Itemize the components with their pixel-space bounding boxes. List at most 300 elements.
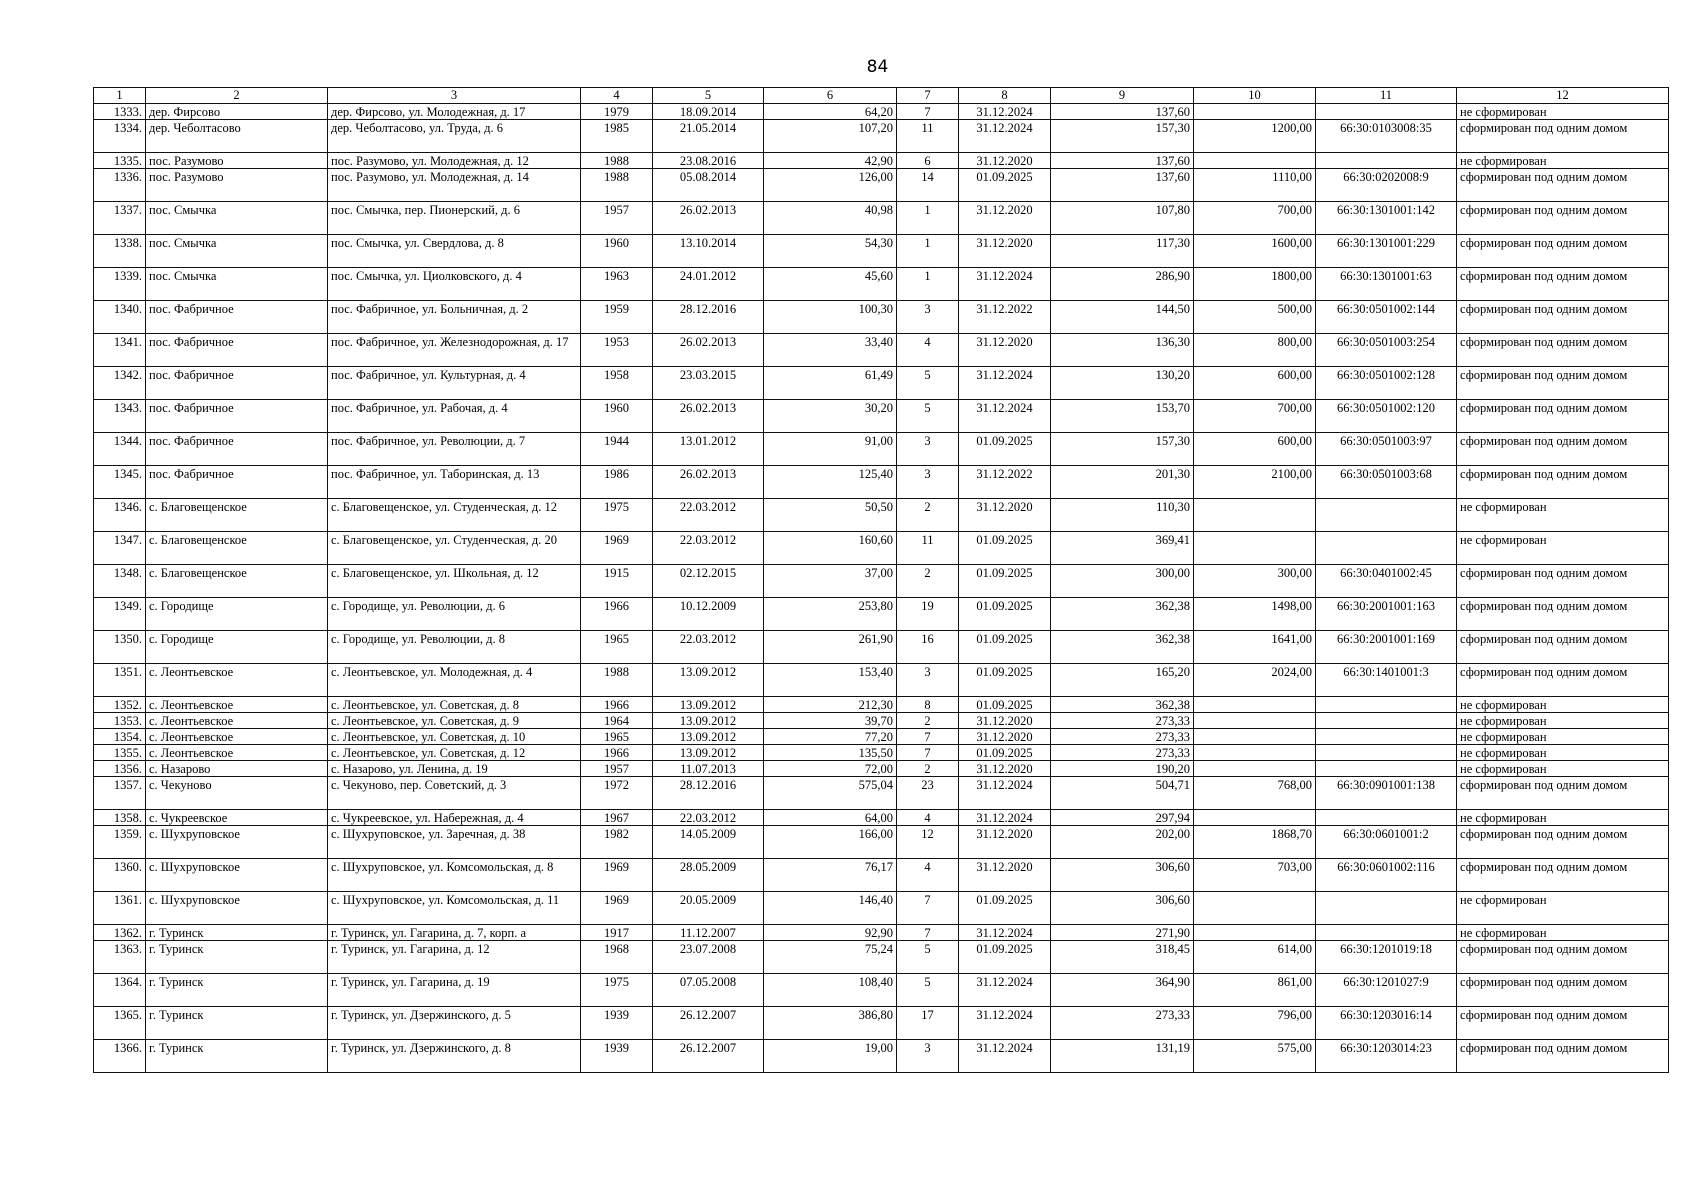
deadline-date: 31.12.2024 bbox=[959, 120, 1051, 153]
table-row bbox=[94, 713, 1669, 729]
land-area bbox=[1194, 729, 1316, 745]
cadastral-number: 66:30:1203014:23 bbox=[1316, 1040, 1457, 1073]
settlement-name: г. Туринск bbox=[146, 925, 328, 941]
land-area bbox=[1194, 532, 1316, 565]
deadline-date: 31.12.2024 bbox=[959, 777, 1051, 810]
residents-count: 19 bbox=[897, 598, 959, 631]
land-plot-status: сформирован под одним домом bbox=[1457, 777, 1669, 810]
land-area: 800,00 bbox=[1194, 334, 1316, 367]
cadastral-number: 66:30:2001001:169 bbox=[1316, 631, 1457, 664]
cadastral-number: 66:30:0501002:144 bbox=[1316, 301, 1457, 334]
table-row bbox=[94, 301, 1669, 334]
survey-date: 22.03.2012 bbox=[653, 532, 764, 565]
cadastral-number: 66:30:0601002:116 bbox=[1316, 859, 1457, 892]
residents-count: 7 bbox=[897, 104, 959, 120]
table-row bbox=[94, 153, 1669, 169]
row-number: 1364. bbox=[94, 974, 146, 1007]
residents-count: 16 bbox=[897, 631, 959, 664]
area: 72,00 bbox=[764, 761, 897, 777]
table-row bbox=[94, 925, 1669, 941]
price-per-sqm: 273,33 bbox=[1051, 1007, 1194, 1040]
survey-date: 22.03.2012 bbox=[653, 631, 764, 664]
address: пос. Фабричное, ул. Рабочая, д. 4 bbox=[328, 400, 581, 433]
address: пос. Фабричное, ул. Больничная, д. 2 bbox=[328, 301, 581, 334]
area: 108,40 bbox=[764, 974, 897, 1007]
table-row bbox=[94, 532, 1669, 565]
land-plot-status: не сформирован bbox=[1457, 892, 1669, 925]
area: 39,70 bbox=[764, 713, 897, 729]
cadastral-number: 66:30:1301001:229 bbox=[1316, 235, 1457, 268]
column-header: 4 bbox=[581, 88, 653, 104]
land-area bbox=[1194, 713, 1316, 729]
cadastral-number bbox=[1316, 925, 1457, 941]
residents-count: 5 bbox=[897, 974, 959, 1007]
column-header: 9 bbox=[1051, 88, 1194, 104]
survey-date: 23.08.2016 bbox=[653, 153, 764, 169]
land-area: 768,00 bbox=[1194, 777, 1316, 810]
settlement-name: пос. Фабричное bbox=[146, 400, 328, 433]
address: г. Туринск, ул. Дзержинского, д. 5 bbox=[328, 1007, 581, 1040]
table-row bbox=[94, 826, 1669, 859]
row-number: 1340. bbox=[94, 301, 146, 334]
cadastral-number bbox=[1316, 810, 1457, 826]
year-built: 1915 bbox=[581, 565, 653, 598]
price-per-sqm: 369,41 bbox=[1051, 532, 1194, 565]
year-built: 1957 bbox=[581, 761, 653, 777]
row-number: 1334. bbox=[94, 120, 146, 153]
cadastral-number: 66:30:0103008:35 bbox=[1316, 120, 1457, 153]
year-built: 1953 bbox=[581, 334, 653, 367]
area: 100,30 bbox=[764, 301, 897, 334]
column-header: 5 bbox=[653, 88, 764, 104]
table-row bbox=[94, 777, 1669, 810]
table-row bbox=[94, 1040, 1669, 1073]
row-number: 1348. bbox=[94, 565, 146, 598]
price-per-sqm: 364,90 bbox=[1051, 974, 1194, 1007]
area: 61,49 bbox=[764, 367, 897, 400]
area: 575,04 bbox=[764, 777, 897, 810]
row-number: 1333. bbox=[94, 104, 146, 120]
address: с. Шухруповское, ул. Комсомольская, д. 11 bbox=[328, 892, 581, 925]
survey-date: 14.05.2009 bbox=[653, 826, 764, 859]
address: с. Благовещенское, ул. Студенческая, д. 12 bbox=[328, 499, 581, 532]
survey-date: 13.09.2012 bbox=[653, 697, 764, 713]
table-row bbox=[94, 664, 1669, 697]
table-row bbox=[94, 104, 1669, 120]
year-built: 1917 bbox=[581, 925, 653, 941]
residents-count: 3 bbox=[897, 1040, 959, 1073]
address: г. Туринск, ул. Гагарина, д. 12 bbox=[328, 941, 581, 974]
table-row bbox=[94, 499, 1669, 532]
survey-date: 11.07.2013 bbox=[653, 761, 764, 777]
price-per-sqm: 144,50 bbox=[1051, 301, 1194, 334]
settlement-name: пос. Фабричное bbox=[146, 367, 328, 400]
settlement-name: с. Благовещенское bbox=[146, 565, 328, 598]
land-plot-status: сформирован под одним домом bbox=[1457, 1007, 1669, 1040]
land-area bbox=[1194, 104, 1316, 120]
land-plot-status: не сформирован bbox=[1457, 104, 1669, 120]
survey-date: 28.12.2016 bbox=[653, 301, 764, 334]
land-plot-status: сформирован под одним домом bbox=[1457, 202, 1669, 235]
deadline-date: 31.12.2024 bbox=[959, 268, 1051, 301]
year-built: 1972 bbox=[581, 777, 653, 810]
price-per-sqm: 362,38 bbox=[1051, 631, 1194, 664]
survey-date: 22.03.2012 bbox=[653, 810, 764, 826]
survey-date: 02.12.2015 bbox=[653, 565, 764, 598]
settlement-name: с. Чекуново bbox=[146, 777, 328, 810]
residents-count: 8 bbox=[897, 697, 959, 713]
column-header: 2 bbox=[146, 88, 328, 104]
land-area: 1641,00 bbox=[1194, 631, 1316, 664]
area: 40,98 bbox=[764, 202, 897, 235]
area: 37,00 bbox=[764, 565, 897, 598]
year-built: 1944 bbox=[581, 433, 653, 466]
area: 212,30 bbox=[764, 697, 897, 713]
address: г. Туринск, ул. Гагарина, д. 7, корп. а bbox=[328, 925, 581, 941]
residents-count: 7 bbox=[897, 745, 959, 761]
land-area bbox=[1194, 697, 1316, 713]
settlement-name: с. Благовещенское bbox=[146, 532, 328, 565]
column-header: 8 bbox=[959, 88, 1051, 104]
row-number: 1356. bbox=[94, 761, 146, 777]
deadline-date: 01.09.2025 bbox=[959, 745, 1051, 761]
deadline-date: 31.12.2024 bbox=[959, 810, 1051, 826]
deadline-date: 31.12.2020 bbox=[959, 235, 1051, 268]
survey-date: 28.12.2016 bbox=[653, 777, 764, 810]
year-built: 1979 bbox=[581, 104, 653, 120]
settlement-name: пос. Фабричное bbox=[146, 301, 328, 334]
year-built: 1988 bbox=[581, 664, 653, 697]
survey-date: 13.01.2012 bbox=[653, 433, 764, 466]
area: 64,20 bbox=[764, 104, 897, 120]
land-area: 700,00 bbox=[1194, 400, 1316, 433]
year-built: 1963 bbox=[581, 268, 653, 301]
price-per-sqm: 504,71 bbox=[1051, 777, 1194, 810]
residents-count: 5 bbox=[897, 400, 959, 433]
table-row bbox=[94, 598, 1669, 631]
deadline-date: 31.12.2020 bbox=[959, 859, 1051, 892]
deadline-date: 01.09.2025 bbox=[959, 941, 1051, 974]
year-built: 1985 bbox=[581, 120, 653, 153]
area: 146,40 bbox=[764, 892, 897, 925]
year-built: 1958 bbox=[581, 367, 653, 400]
year-built: 1968 bbox=[581, 941, 653, 974]
address: дер. Чеболтасово, ул. Труда, д. 6 bbox=[328, 120, 581, 153]
year-built: 1969 bbox=[581, 892, 653, 925]
address: с. Городище, ул. Революции, д. 8 bbox=[328, 631, 581, 664]
table-row bbox=[94, 810, 1669, 826]
address: с. Чукреевское, ул. Набережная, д. 4 bbox=[328, 810, 581, 826]
deadline-date: 01.09.2025 bbox=[959, 631, 1051, 664]
price-per-sqm: 273,33 bbox=[1051, 729, 1194, 745]
land-plot-status: сформирован под одним домом bbox=[1457, 466, 1669, 499]
housing-registry-table bbox=[93, 87, 1669, 1073]
cadastral-number: 66:30:1201027:9 bbox=[1316, 974, 1457, 1007]
land-area: 300,00 bbox=[1194, 565, 1316, 598]
survey-date: 21.05.2014 bbox=[653, 120, 764, 153]
row-number: 1349. bbox=[94, 598, 146, 631]
residents-count: 3 bbox=[897, 301, 959, 334]
settlement-name: пос. Смычка bbox=[146, 202, 328, 235]
land-plot-status: не сформирован bbox=[1457, 153, 1669, 169]
settlement-name: с. Шухруповское bbox=[146, 826, 328, 859]
survey-date: 13.10.2014 bbox=[653, 235, 764, 268]
area: 92,90 bbox=[764, 925, 897, 941]
land-plot-status: сформирован под одним домом bbox=[1457, 169, 1669, 202]
residents-count: 2 bbox=[897, 499, 959, 532]
residents-count: 3 bbox=[897, 466, 959, 499]
residents-count: 5 bbox=[897, 941, 959, 974]
area: 386,80 bbox=[764, 1007, 897, 1040]
land-plot-status: сформирован под одним домом bbox=[1457, 565, 1669, 598]
residents-count: 2 bbox=[897, 565, 959, 598]
table-row bbox=[94, 120, 1669, 153]
year-built: 1967 bbox=[581, 810, 653, 826]
deadline-date: 31.12.2024 bbox=[959, 367, 1051, 400]
price-per-sqm: 306,60 bbox=[1051, 892, 1194, 925]
address: с. Леонтьевское, ул. Советская, д. 9 bbox=[328, 713, 581, 729]
area: 30,20 bbox=[764, 400, 897, 433]
deadline-date: 01.09.2025 bbox=[959, 433, 1051, 466]
land-area: 600,00 bbox=[1194, 367, 1316, 400]
area: 261,90 bbox=[764, 631, 897, 664]
row-number: 1342. bbox=[94, 367, 146, 400]
land-area: 500,00 bbox=[1194, 301, 1316, 334]
survey-date: 24.01.2012 bbox=[653, 268, 764, 301]
year-built: 1982 bbox=[581, 826, 653, 859]
cadastral-number: 66:30:0202008:9 bbox=[1316, 169, 1457, 202]
cadastral-number bbox=[1316, 761, 1457, 777]
area: 77,20 bbox=[764, 729, 897, 745]
land-plot-status: сформирован под одним домом bbox=[1457, 859, 1669, 892]
settlement-name: пос. Разумово bbox=[146, 153, 328, 169]
residents-count: 14 bbox=[897, 169, 959, 202]
table-row bbox=[94, 729, 1669, 745]
cadastral-number bbox=[1316, 697, 1457, 713]
price-per-sqm: 273,33 bbox=[1051, 745, 1194, 761]
address: пос. Фабричное, ул. Железнодорожная, д. 17 bbox=[328, 334, 581, 367]
price-per-sqm: 306,60 bbox=[1051, 859, 1194, 892]
cadastral-number: 66:30:0401002:45 bbox=[1316, 565, 1457, 598]
column-header: 1 bbox=[94, 88, 146, 104]
cadastral-number: 66:30:0501003:254 bbox=[1316, 334, 1457, 367]
column-header: 11 bbox=[1316, 88, 1457, 104]
price-per-sqm: 110,30 bbox=[1051, 499, 1194, 532]
residents-count: 11 bbox=[897, 120, 959, 153]
deadline-date: 31.12.2022 bbox=[959, 301, 1051, 334]
survey-date: 13.09.2012 bbox=[653, 664, 764, 697]
cadastral-number: 66:30:1301001:142 bbox=[1316, 202, 1457, 235]
row-number: 1353. bbox=[94, 713, 146, 729]
survey-date: 26.12.2007 bbox=[653, 1007, 764, 1040]
settlement-name: пос. Разумово bbox=[146, 169, 328, 202]
year-built: 1960 bbox=[581, 235, 653, 268]
deadline-date: 31.12.2024 bbox=[959, 1040, 1051, 1073]
residents-count: 3 bbox=[897, 664, 959, 697]
settlement-name: с. Леонтьевское bbox=[146, 745, 328, 761]
row-number: 1346. bbox=[94, 499, 146, 532]
year-built: 1969 bbox=[581, 859, 653, 892]
area: 76,17 bbox=[764, 859, 897, 892]
land-area bbox=[1194, 499, 1316, 532]
table-row bbox=[94, 697, 1669, 713]
table-row bbox=[94, 761, 1669, 777]
page-number: 84 bbox=[866, 57, 889, 77]
row-number: 1360. bbox=[94, 859, 146, 892]
row-number: 1335. bbox=[94, 153, 146, 169]
survey-date: 22.03.2012 bbox=[653, 499, 764, 532]
land-plot-status: сформирован под одним домом bbox=[1457, 974, 1669, 1007]
row-number: 1341. bbox=[94, 334, 146, 367]
year-built: 1966 bbox=[581, 745, 653, 761]
settlement-name: пос. Смычка bbox=[146, 235, 328, 268]
area: 126,00 bbox=[764, 169, 897, 202]
deadline-date: 31.12.2020 bbox=[959, 713, 1051, 729]
area: 45,60 bbox=[764, 268, 897, 301]
row-number: 1336. bbox=[94, 169, 146, 202]
address: пос. Фабричное, ул. Культурная, д. 4 bbox=[328, 367, 581, 400]
deadline-date: 31.12.2020 bbox=[959, 826, 1051, 859]
land-plot-status: не сформирован bbox=[1457, 697, 1669, 713]
row-number: 1365. bbox=[94, 1007, 146, 1040]
address: с. Благовещенское, ул. Школьная, д. 12 bbox=[328, 565, 581, 598]
cadastral-number: 66:30:0501002:120 bbox=[1316, 400, 1457, 433]
address: пос. Разумово, ул. Молодежная, д. 14 bbox=[328, 169, 581, 202]
year-built: 1966 bbox=[581, 697, 653, 713]
address: пос. Фабричное, ул. Революции, д. 7 bbox=[328, 433, 581, 466]
table-row bbox=[94, 466, 1669, 499]
settlement-name: дер. Фирсово bbox=[146, 104, 328, 120]
year-built: 1964 bbox=[581, 713, 653, 729]
year-built: 1965 bbox=[581, 729, 653, 745]
survey-date: 28.05.2009 bbox=[653, 859, 764, 892]
column-header: 3 bbox=[328, 88, 581, 104]
residents-count: 12 bbox=[897, 826, 959, 859]
address: дер. Фирсово, ул. Молодежная, д. 17 bbox=[328, 104, 581, 120]
land-plot-status: сформирован под одним домом bbox=[1457, 941, 1669, 974]
land-area bbox=[1194, 810, 1316, 826]
land-plot-status: не сформирован bbox=[1457, 499, 1669, 532]
residents-count: 17 bbox=[897, 1007, 959, 1040]
area: 125,40 bbox=[764, 466, 897, 499]
deadline-date: 31.12.2020 bbox=[959, 202, 1051, 235]
settlement-name: г. Туринск bbox=[146, 1040, 328, 1073]
deadline-date: 31.12.2024 bbox=[959, 400, 1051, 433]
year-built: 1939 bbox=[581, 1040, 653, 1073]
land-plot-status: не сформирован bbox=[1457, 761, 1669, 777]
year-built: 1969 bbox=[581, 532, 653, 565]
row-number: 1355. bbox=[94, 745, 146, 761]
survey-date: 26.02.2013 bbox=[653, 334, 764, 367]
column-header: 6 bbox=[764, 88, 897, 104]
residents-count: 2 bbox=[897, 713, 959, 729]
price-per-sqm: 362,38 bbox=[1051, 598, 1194, 631]
survey-date: 11.12.2007 bbox=[653, 925, 764, 941]
cadastral-number: 66:30:0501003:97 bbox=[1316, 433, 1457, 466]
area: 75,24 bbox=[764, 941, 897, 974]
cadastral-number: 66:30:1201019:18 bbox=[1316, 941, 1457, 974]
row-number: 1339. bbox=[94, 268, 146, 301]
price-per-sqm: 201,30 bbox=[1051, 466, 1194, 499]
cadastral-number bbox=[1316, 104, 1457, 120]
price-per-sqm: 137,60 bbox=[1051, 104, 1194, 120]
survey-date: 13.09.2012 bbox=[653, 713, 764, 729]
residents-count: 2 bbox=[897, 761, 959, 777]
land-plot-status: не сформирован bbox=[1457, 729, 1669, 745]
price-per-sqm: 273,33 bbox=[1051, 713, 1194, 729]
land-plot-status: не сформирован bbox=[1457, 532, 1669, 565]
year-built: 1986 bbox=[581, 466, 653, 499]
land-area: 861,00 bbox=[1194, 974, 1316, 1007]
land-plot-status: сформирован под одним домом bbox=[1457, 120, 1669, 153]
land-area bbox=[1194, 745, 1316, 761]
survey-date: 26.12.2007 bbox=[653, 1040, 764, 1073]
cadastral-number bbox=[1316, 729, 1457, 745]
row-number: 1361. bbox=[94, 892, 146, 925]
deadline-date: 31.12.2020 bbox=[959, 761, 1051, 777]
cadastral-number: 66:30:0601001:2 bbox=[1316, 826, 1457, 859]
deadline-date: 01.09.2025 bbox=[959, 664, 1051, 697]
table-row bbox=[94, 1007, 1669, 1040]
deadline-date: 01.09.2025 bbox=[959, 565, 1051, 598]
residents-count: 3 bbox=[897, 433, 959, 466]
settlement-name: с. Шухруповское bbox=[146, 859, 328, 892]
table-row bbox=[94, 859, 1669, 892]
land-area bbox=[1194, 153, 1316, 169]
settlement-name: с. Городище bbox=[146, 598, 328, 631]
year-built: 1939 bbox=[581, 1007, 653, 1040]
settlement-name: пос. Фабричное bbox=[146, 433, 328, 466]
cadastral-number: 66:30:0501003:68 bbox=[1316, 466, 1457, 499]
land-area: 1868,70 bbox=[1194, 826, 1316, 859]
land-plot-status: сформирован под одним домом bbox=[1457, 334, 1669, 367]
area: 135,50 bbox=[764, 745, 897, 761]
year-built: 1966 bbox=[581, 598, 653, 631]
land-area: 1110,00 bbox=[1194, 169, 1316, 202]
cadastral-number: 66:30:2001001:163 bbox=[1316, 598, 1457, 631]
area: 50,50 bbox=[764, 499, 897, 532]
price-per-sqm: 297,94 bbox=[1051, 810, 1194, 826]
land-plot-status: сформирован под одним домом bbox=[1457, 826, 1669, 859]
price-per-sqm: 131,19 bbox=[1051, 1040, 1194, 1073]
year-built: 1960 bbox=[581, 400, 653, 433]
address: с. Назарово, ул. Ленина, д. 19 bbox=[328, 761, 581, 777]
deadline-date: 31.12.2020 bbox=[959, 499, 1051, 532]
address: г. Туринск, ул. Дзержинского, д. 8 bbox=[328, 1040, 581, 1073]
residents-count: 11 bbox=[897, 532, 959, 565]
price-per-sqm: 107,80 bbox=[1051, 202, 1194, 235]
year-built: 1975 bbox=[581, 974, 653, 1007]
table-row bbox=[94, 631, 1669, 664]
residents-count: 1 bbox=[897, 235, 959, 268]
area: 253,80 bbox=[764, 598, 897, 631]
table-row bbox=[94, 745, 1669, 761]
price-per-sqm: 202,00 bbox=[1051, 826, 1194, 859]
address: с. Леонтьевское, ул. Молодежная, д. 4 bbox=[328, 664, 581, 697]
price-per-sqm: 136,30 bbox=[1051, 334, 1194, 367]
table-row bbox=[94, 400, 1669, 433]
row-number: 1345. bbox=[94, 466, 146, 499]
land-area: 1200,00 bbox=[1194, 120, 1316, 153]
settlement-name: с. Шухруповское bbox=[146, 892, 328, 925]
land-plot-status: сформирован под одним домом bbox=[1457, 301, 1669, 334]
price-per-sqm: 137,60 bbox=[1051, 153, 1194, 169]
cadastral-number bbox=[1316, 153, 1457, 169]
area: 64,00 bbox=[764, 810, 897, 826]
price-per-sqm: 318,45 bbox=[1051, 941, 1194, 974]
area: 107,20 bbox=[764, 120, 897, 153]
row-number: 1347. bbox=[94, 532, 146, 565]
